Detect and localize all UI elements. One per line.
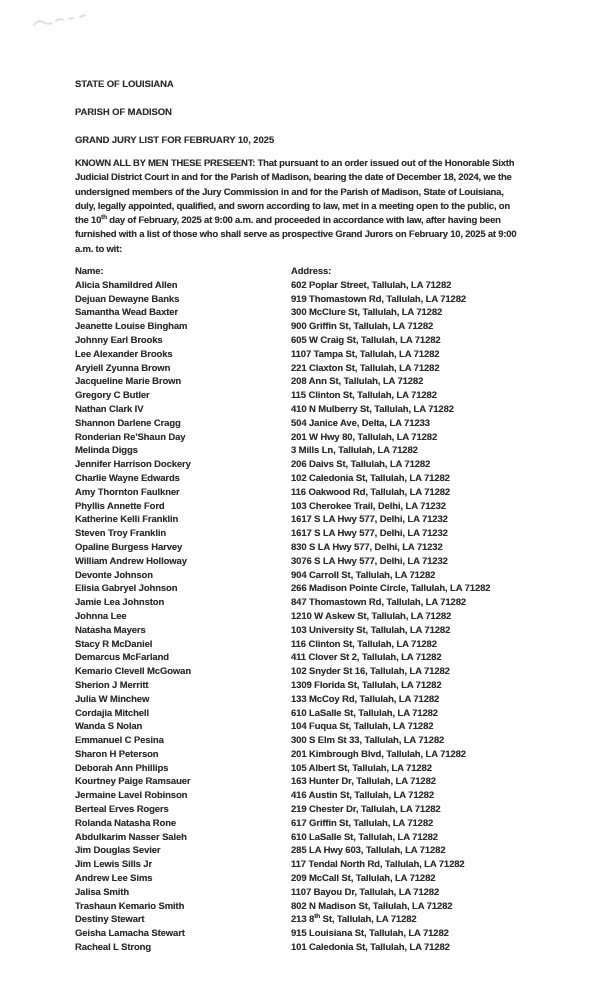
juror-address: 103 University St, Tallulah, LA 71282 bbox=[291, 624, 451, 636]
juror-address: 221 Claxton St, Tallulah, LA 71282 bbox=[291, 362, 440, 374]
juror-name: Jim Douglas Sevier bbox=[75, 845, 161, 857]
juror-name: Julia W Minchew bbox=[75, 693, 150, 705]
juror-address: 1107 Bayou Dr, Tallulah, LA 71282 bbox=[291, 886, 440, 898]
juror-address: 266 Madison Pointe Circle, Tallulah, LA 71282 bbox=[291, 583, 491, 595]
juror-name: Gregory C Butler bbox=[75, 390, 150, 402]
juror-name: Kemario Clevell McGowan bbox=[75, 666, 192, 678]
juror-row bbox=[75, 417, 490, 431]
juror-name: Jermaine Lavel Robinson bbox=[75, 790, 188, 802]
juror-address: 605 W Craig St, Tallulah, LA 71282 bbox=[291, 334, 441, 346]
juror-address: 201 W Hwy 80, Tallulah, LA 71282 bbox=[291, 431, 438, 443]
juror-name: Johnny Earl Brooks bbox=[75, 334, 163, 346]
juror-address: 163 Hunter Dr, Tallulah, LA 71282 bbox=[291, 776, 436, 788]
state-heading: STATE OF LOUISIANA bbox=[75, 79, 174, 90]
juror-row bbox=[75, 872, 490, 886]
juror-name: Opaline Burgess Harvey bbox=[75, 541, 183, 553]
juror-address: 101 Caledonia St, Tallulah, LA 71282 bbox=[291, 942, 450, 954]
preamble-line-2: Judicial District Court in and for the Parish of Madison, bearing the date of December 18, 2024, we the bbox=[75, 172, 512, 184]
juror-name: Racheal L Strong bbox=[75, 942, 152, 954]
juror-address: 102 Snyder St 16, Tallulah, LA 71282 bbox=[291, 666, 450, 678]
juror-address: 411 Clover St 2, Tallulah, LA 71282 bbox=[291, 652, 442, 664]
juror-name: Jamie Lea Johnston bbox=[75, 597, 165, 609]
juror-address: 206 Daivs St, Tallulah, LA 71282 bbox=[291, 459, 431, 471]
juror-address: 847 Thomastown Rd, Tallulah, LA 71282 bbox=[291, 597, 467, 609]
juror-row bbox=[75, 362, 490, 376]
juror-name: William Andrew Holloway bbox=[75, 555, 187, 567]
juror-address: 219 Chester Dr, Tallulah, LA 71282 bbox=[291, 804, 441, 816]
juror-name: Johnna Lee bbox=[75, 610, 127, 622]
juror-name: Jacqueline Marie Brown bbox=[75, 376, 182, 388]
juror-address: 3 Mills Ln, Tallulah, LA 71282 bbox=[291, 445, 418, 457]
juror-name: Ronderian Re'Shaun Day bbox=[75, 431, 186, 443]
juror-row bbox=[75, 803, 490, 817]
juror-address: 1617 S LA Hwy 577, Delhi, LA 71232 bbox=[291, 528, 448, 540]
juror-name: Jeanette Louise Bingham bbox=[75, 321, 188, 333]
juror-row bbox=[75, 886, 490, 900]
juror-row bbox=[75, 596, 490, 610]
juror-row bbox=[75, 789, 490, 803]
juror-name: Natasha Mayers bbox=[75, 624, 146, 636]
juror-name: Phyllis Annette Ford bbox=[75, 500, 165, 512]
juror-address: 133 McCoy Rd, Tallulah, LA 71282 bbox=[291, 693, 440, 705]
juror-name: Dejuan Dewayne Banks bbox=[75, 293, 180, 305]
juror-name: Andrew Lee Sims bbox=[75, 873, 153, 885]
juror-row bbox=[75, 541, 490, 555]
name-column-header: Name: bbox=[75, 266, 104, 277]
juror-address: 1309 Florida St, Tallulah, LA 71282 bbox=[291, 679, 442, 691]
juror-name: Abdulkarim Nasser Saleh bbox=[75, 831, 187, 843]
juror-row bbox=[75, 624, 490, 638]
juror-row bbox=[75, 389, 490, 403]
juror-row bbox=[75, 472, 490, 486]
juror-row bbox=[75, 720, 490, 734]
juror-address: 285 LA Hwy 603, Tallulah, LA 71282 bbox=[291, 845, 446, 857]
juror-row bbox=[75, 900, 490, 914]
juror-row bbox=[75, 375, 490, 389]
juror-address: 602 Poplar Street, Tallulah, LA 71282 bbox=[291, 279, 452, 291]
preamble-text-segment: the 10 bbox=[75, 215, 102, 227]
juror-name: Alicia Shamildred Allen bbox=[75, 279, 178, 291]
juror-address: 802 N Madison St, Tallulah, LA 71282 bbox=[291, 900, 453, 912]
juror-name: Wanda S Nolan bbox=[75, 721, 143, 733]
juror-name: Deborah Ann Phillips bbox=[75, 762, 169, 774]
juror-name: Jim Lewis Sills Jr bbox=[75, 859, 153, 871]
juror-name: Destiny Stewart bbox=[75, 914, 145, 926]
juror-address: 102 Caledonia St, Tallulah, LA 71282 bbox=[291, 472, 450, 484]
parish-heading: PARISH OF MADISON bbox=[75, 107, 172, 118]
juror-row bbox=[75, 748, 490, 762]
juror-row bbox=[75, 762, 490, 776]
list-header-row bbox=[75, 265, 490, 279]
juror-name: Amy Thornton Faulkner bbox=[75, 486, 180, 498]
juror-row bbox=[75, 651, 490, 665]
juror-name: Trashaun Kemario Smith bbox=[75, 900, 185, 912]
juror-address: 919 Thomastown Rd, Tallulah, LA 71282 bbox=[291, 293, 467, 305]
juror-name: Stacy R McDaniel bbox=[75, 638, 153, 650]
juror-address: 617 Griffin St, Tallulah, LA 71282 bbox=[291, 817, 434, 829]
juror-list bbox=[75, 265, 490, 955]
address-column-header: Address: bbox=[291, 266, 332, 277]
juror-row bbox=[75, 569, 490, 583]
juror-address: 201 Kimbrough Blvd, Tallulah, LA 71282 bbox=[291, 748, 466, 760]
juror-row bbox=[75, 775, 490, 789]
juror-address: 300 McClure St, Tallulah, LA 71282 bbox=[291, 307, 443, 319]
juror-name: Melinda Diggs bbox=[75, 445, 138, 457]
juror-row bbox=[75, 444, 490, 458]
juror-row bbox=[75, 858, 490, 872]
juror-row bbox=[75, 734, 490, 748]
juror-name: Devonte Johnson bbox=[75, 569, 153, 581]
juror-name: Elisia Gabryel Johnson bbox=[75, 583, 178, 595]
preamble-line-6: furnished with a list of those who shall serve as prospective Grand Jurors on February 10, 2025 at 9:00 bbox=[75, 229, 517, 241]
juror-address: 115 Clinton St, Tallulah, LA 71282 bbox=[291, 390, 437, 402]
document-title: GRAND JURY LIST FOR FEBRUARY 10, 2025 bbox=[75, 135, 275, 146]
juror-name: Cordajia Mitchell bbox=[75, 707, 149, 719]
juror-address: 1617 S LA Hwy 577, Delhi, LA 71232 bbox=[291, 514, 448, 526]
juror-address: 410 N Mulberry St, Tallulah, LA 71282 bbox=[291, 403, 454, 415]
juror-name: Shannon Darlene Cragg bbox=[75, 417, 181, 429]
juror-name: Kourtney Paige Ramsauer bbox=[75, 776, 191, 788]
juror-address: 900 Griffin St, Tallulah, LA 71282 bbox=[291, 321, 434, 333]
juror-row bbox=[75, 817, 490, 831]
juror-address: 104 Fuqua St, Tallulah, LA 71282 bbox=[291, 721, 434, 733]
juror-row bbox=[75, 513, 490, 527]
juror-row bbox=[75, 913, 490, 927]
juror-name: Nathan Clark IV bbox=[75, 403, 144, 415]
juror-address: 915 Louisiana St, Tallulah, LA 71282 bbox=[291, 928, 449, 940]
juror-name: Sherion J Merritt bbox=[75, 679, 149, 691]
juror-row bbox=[75, 941, 490, 955]
juror-name: Jennifer Harrison Dockery bbox=[75, 459, 191, 471]
juror-name: Charlie Wayne Edwards bbox=[75, 472, 180, 484]
juror-row bbox=[75, 500, 490, 514]
juror-name: Emmanuel C Pesina bbox=[75, 735, 164, 747]
ordinal-superscript: th bbox=[314, 913, 321, 921]
preamble-line-3: undersigned members of the Jury Commission in and for the Parish of Madison, State of Louisiana, bbox=[75, 186, 504, 198]
preamble-line-7: a.m. to wit: bbox=[75, 243, 122, 255]
preamble-line-1: KNOWN ALL BY MEN THESE PRESEENT: That pursuant to an order issued out of the Honorable Sixth bbox=[75, 158, 515, 169]
juror-row bbox=[75, 707, 490, 721]
juror-row bbox=[75, 555, 490, 569]
juror-address: 300 S Elm St 33, Tallulah, LA 71282 bbox=[291, 735, 445, 747]
juror-address: 1210 W Askew St, Tallulah, LA 71282 bbox=[291, 610, 452, 622]
juror-row bbox=[75, 638, 490, 652]
juror-address: 830 S LA Hwy 577, Delhi, LA 71232 bbox=[291, 541, 443, 553]
juror-address: 610 LaSalle St, Tallulah, LA 71282 bbox=[291, 831, 438, 843]
preamble-line-5 bbox=[75, 214, 516, 228]
juror-address: 3076 S LA Hwy 577, Delhi, LA 71232 bbox=[291, 555, 448, 567]
juror-row bbox=[75, 610, 490, 624]
juror-row bbox=[75, 844, 490, 858]
juror-address: 105 Albert St, Tallulah, LA 71282 bbox=[291, 762, 432, 774]
juror-address: 116 Oakwood Rd, Tallulah, LA 71282 bbox=[291, 486, 451, 498]
juror-address: 610 LaSalle St, Tallulah, LA 71282 bbox=[291, 707, 438, 719]
juror-name: Lee Alexander Brooks bbox=[75, 348, 173, 360]
ordinal-superscript: th bbox=[101, 214, 107, 222]
juror-row bbox=[75, 486, 490, 500]
juror-name: Demarcus McFarland bbox=[75, 652, 169, 664]
juror-address: 213 8th St, Tallulah, LA 71282 bbox=[291, 913, 417, 926]
juror-name: Rolanda Natasha Rone bbox=[75, 817, 177, 829]
juror-name: Steven Troy Franklin bbox=[75, 528, 167, 540]
preamble-line-4: duly, legally appointed, qualified, and sworn according to law, met in a meeting open to the public, on bbox=[75, 200, 510, 212]
juror-address: 116 Clinton St, Tallulah, LA 71282 bbox=[291, 638, 437, 650]
juror-name: Jalisa Smith bbox=[75, 886, 130, 898]
juror-row bbox=[75, 582, 490, 596]
juror-name: Berteal Erves Rogers bbox=[75, 804, 169, 816]
juror-name: Sharon H Peterson bbox=[75, 748, 159, 760]
juror-name: Katherine Kelli Franklin bbox=[75, 514, 179, 526]
juror-row bbox=[75, 320, 490, 334]
juror-row bbox=[75, 293, 490, 307]
juror-row bbox=[75, 831, 490, 845]
juror-address: 416 Austin St, Tallulah, LA 71282 bbox=[291, 790, 434, 802]
juror-name: Geisha Lamacha Stewart bbox=[75, 928, 185, 940]
juror-rows bbox=[75, 279, 490, 955]
juror-address: 208 Ann St, Tallulah, LA 71282 bbox=[291, 376, 424, 388]
juror-row bbox=[75, 458, 490, 472]
scan-smudge-mark bbox=[32, 12, 88, 32]
juror-row bbox=[75, 306, 490, 320]
juror-row bbox=[75, 693, 490, 707]
juror-row bbox=[75, 334, 490, 348]
juror-address: 504 Janice Ave, Delta, LA 71233 bbox=[291, 417, 430, 429]
juror-address: 117 Tendal North Rd, Tallulah, LA 71282 bbox=[291, 859, 465, 871]
juror-address: 103 Cherokee Trail, Delhi, LA 71232 bbox=[291, 500, 446, 512]
juror-row bbox=[75, 403, 490, 417]
juror-row bbox=[75, 927, 490, 941]
juror-row bbox=[75, 279, 490, 293]
juror-row bbox=[75, 679, 490, 693]
juror-row bbox=[75, 527, 490, 541]
juror-row bbox=[75, 348, 490, 362]
juror-name: Aryiell Zyunna Brown bbox=[75, 362, 171, 374]
juror-row bbox=[75, 431, 490, 445]
juror-address: 1107 Tampa St, Tallulah, LA 71282 bbox=[291, 348, 440, 360]
preamble-text-segment: day of February, 2025 at 9:00 a.m. and proceeded in accordance with law, after having been bbox=[106, 215, 501, 227]
juror-name: Samantha Wead Baxter bbox=[75, 307, 179, 319]
preamble-paragraph bbox=[75, 157, 516, 257]
juror-address: 904 Carroll St, Tallulah, LA 71282 bbox=[291, 569, 436, 581]
juror-address: 209 McCall St, Tallulah, LA 71282 bbox=[291, 873, 436, 885]
juror-row bbox=[75, 665, 490, 679]
